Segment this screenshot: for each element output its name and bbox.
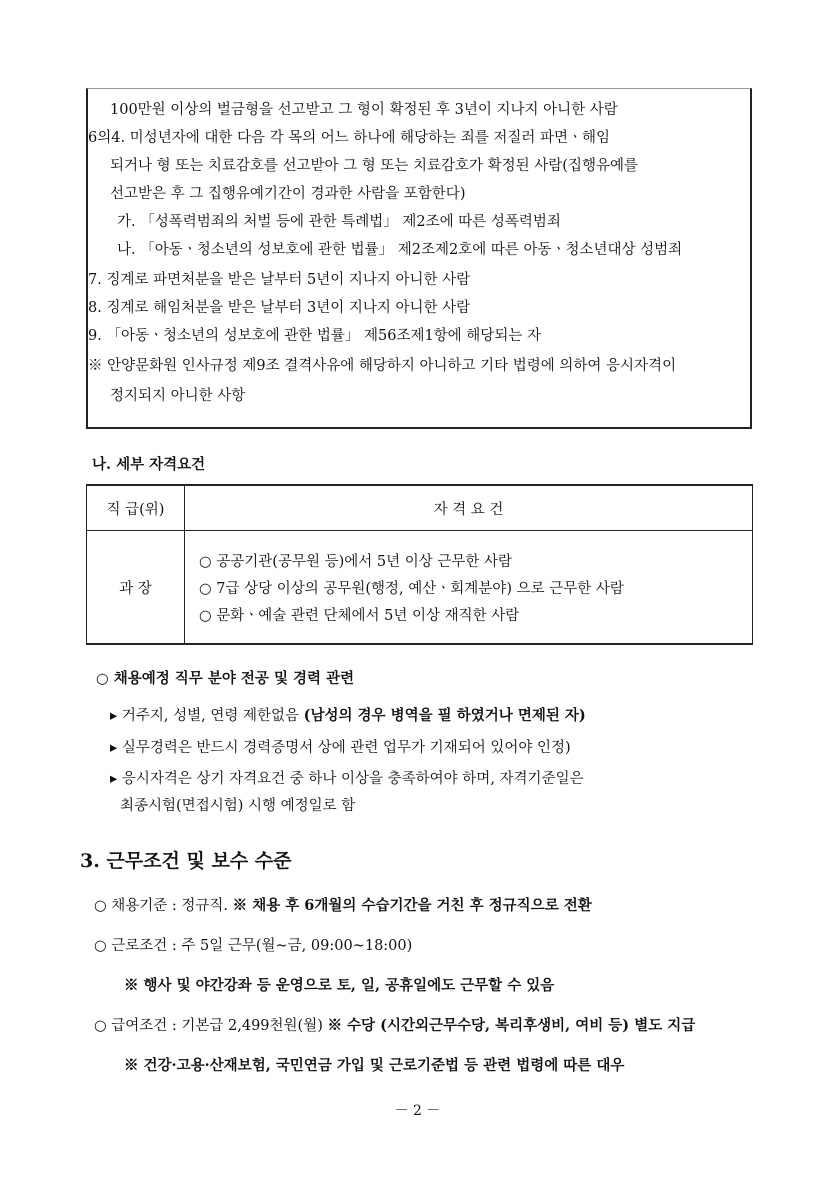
box-line-3: 되거나 형 또는 치료감호를 선고받아 그 형 또는 치료감호가 확정된 사람(집행유예를	[110, 158, 638, 174]
box-line-5: 가. 「성폭력범죄의 처벌 등에 관한 특례법」 제2조에 따른 성폭력범죄	[117, 214, 561, 230]
section3-title: 3. 근무조건 및 보수 수준	[80, 850, 292, 872]
box-line-6: 나. 「아동ㆍ청소년의 성보호에 관한 법률」 제2조제2호에 따른 아동ㆍ청소년대상 성범죄	[117, 242, 683, 258]
bullet-residence	[110, 704, 586, 725]
header-requirements: 자 격 요 건	[185, 485, 753, 531]
box-line-7: 7. 징계로 파면처분을 받은 날부터 5년이 지나지 아니한 사람	[88, 272, 471, 288]
salary-text: ○ 급여조건 : 기본급 2,499천원(월)	[94, 1018, 328, 1034]
bullet-experience: ▸ 실무경력은 반드시 경력증명서 상에 관련 업무가 기재되어 있어야 인정)	[110, 740, 571, 756]
box-line-1: 100만원 이상의 벌금형을 선고받고 그 형이 확정된 후 3년이 지나지 아니한 사람	[110, 102, 618, 118]
box-line-11: 정지되지 아니한 사항	[110, 388, 246, 404]
rank-cell: 과 장	[87, 531, 185, 645]
table-header-row	[87, 485, 753, 531]
requirements-cell	[185, 531, 753, 645]
employment-standard	[94, 894, 592, 915]
insurance-note: ※ 건강·고용·산재보험, 국민연금 가입 및 근로기준법 등 관련 법령에 따른 대우	[124, 1057, 625, 1074]
requirements-table	[86, 484, 753, 645]
header-rank: 직 급(위)	[87, 485, 185, 531]
salary	[94, 1014, 695, 1035]
allowance-text: ※ 수당 (시간외근무수당, 복리후생비, 여비 등) 별도 지급	[327, 1017, 696, 1034]
work-note: ※ 행사 및 야간강좌 등 운영으로 토, 일, 공휴일에도 근무할 수 있음	[124, 977, 555, 994]
bullet-eligibility-2: 최종시험(면접시험) 시행 예정일로 함	[120, 798, 356, 814]
requirement-item: ○ 7급 상당 이상의 공무원(행정, 예산ㆍ회계분야) 으로 근무한 사람	[199, 580, 624, 597]
bullet-residence-text: ▸ 거주지, 성별, 연령 제한없음	[110, 708, 304, 724]
table-row	[87, 531, 753, 645]
detail-heading: 나. 세부 자격요건	[92, 456, 206, 473]
major-heading: ○ 채용예정 직무 분야 전공 및 경력 관련	[96, 670, 355, 687]
box-line-4: 선고받은 후 그 집행유예기간이 경과한 사람을 포함한다)	[110, 186, 466, 202]
box-line-8: 8. 징계로 해임처분을 받은 날부터 3년이 지나지 아니한 사람	[88, 300, 471, 316]
bullet-eligibility-1: ▸ 응시자격은 상기 자격요건 중 하나 이상을 충족하여야 하며, 자격기준일은	[110, 771, 584, 787]
probation-text: ※ 채용 후 6개월의 수습기간을 거친 후 정규직으로 전환	[232, 897, 592, 914]
requirement-item: ○ 문화ㆍ예술 관련 단체에서 5년 이상 재직한 사람	[199, 607, 520, 624]
box-line-10: ※ 안양문화원 인사규정 제9조 결격사유에 해당하지 아니하고 기타 법령에 의하여 응시자격이	[88, 358, 677, 374]
work-hours: ○ 근로조건 : 주 5일 근무(월~금, 09:00~18:00)	[94, 938, 413, 954]
page-number: － 2 －	[394, 1103, 441, 1119]
box-line-2: 6의4. 미성년자에 대한 다음 각 목의 어느 하나에 해당하는 죄를 저질러 파면ㆍ해임	[88, 130, 610, 146]
requirement-item: ○ 공공기관(공무원 등)에서 5년 이상 근무한 사람	[199, 553, 512, 570]
box-line-9: 9. 「아동ㆍ청소년의 성보호에 관한 법률」 제56조제1항에 해당되는 자	[88, 328, 541, 344]
bullet-military-text: (남성의 경우 병역을 필 하였거나 면제된 자)	[303, 707, 586, 724]
employment-text: ○ 채용기준 : 정규직.	[94, 898, 233, 914]
